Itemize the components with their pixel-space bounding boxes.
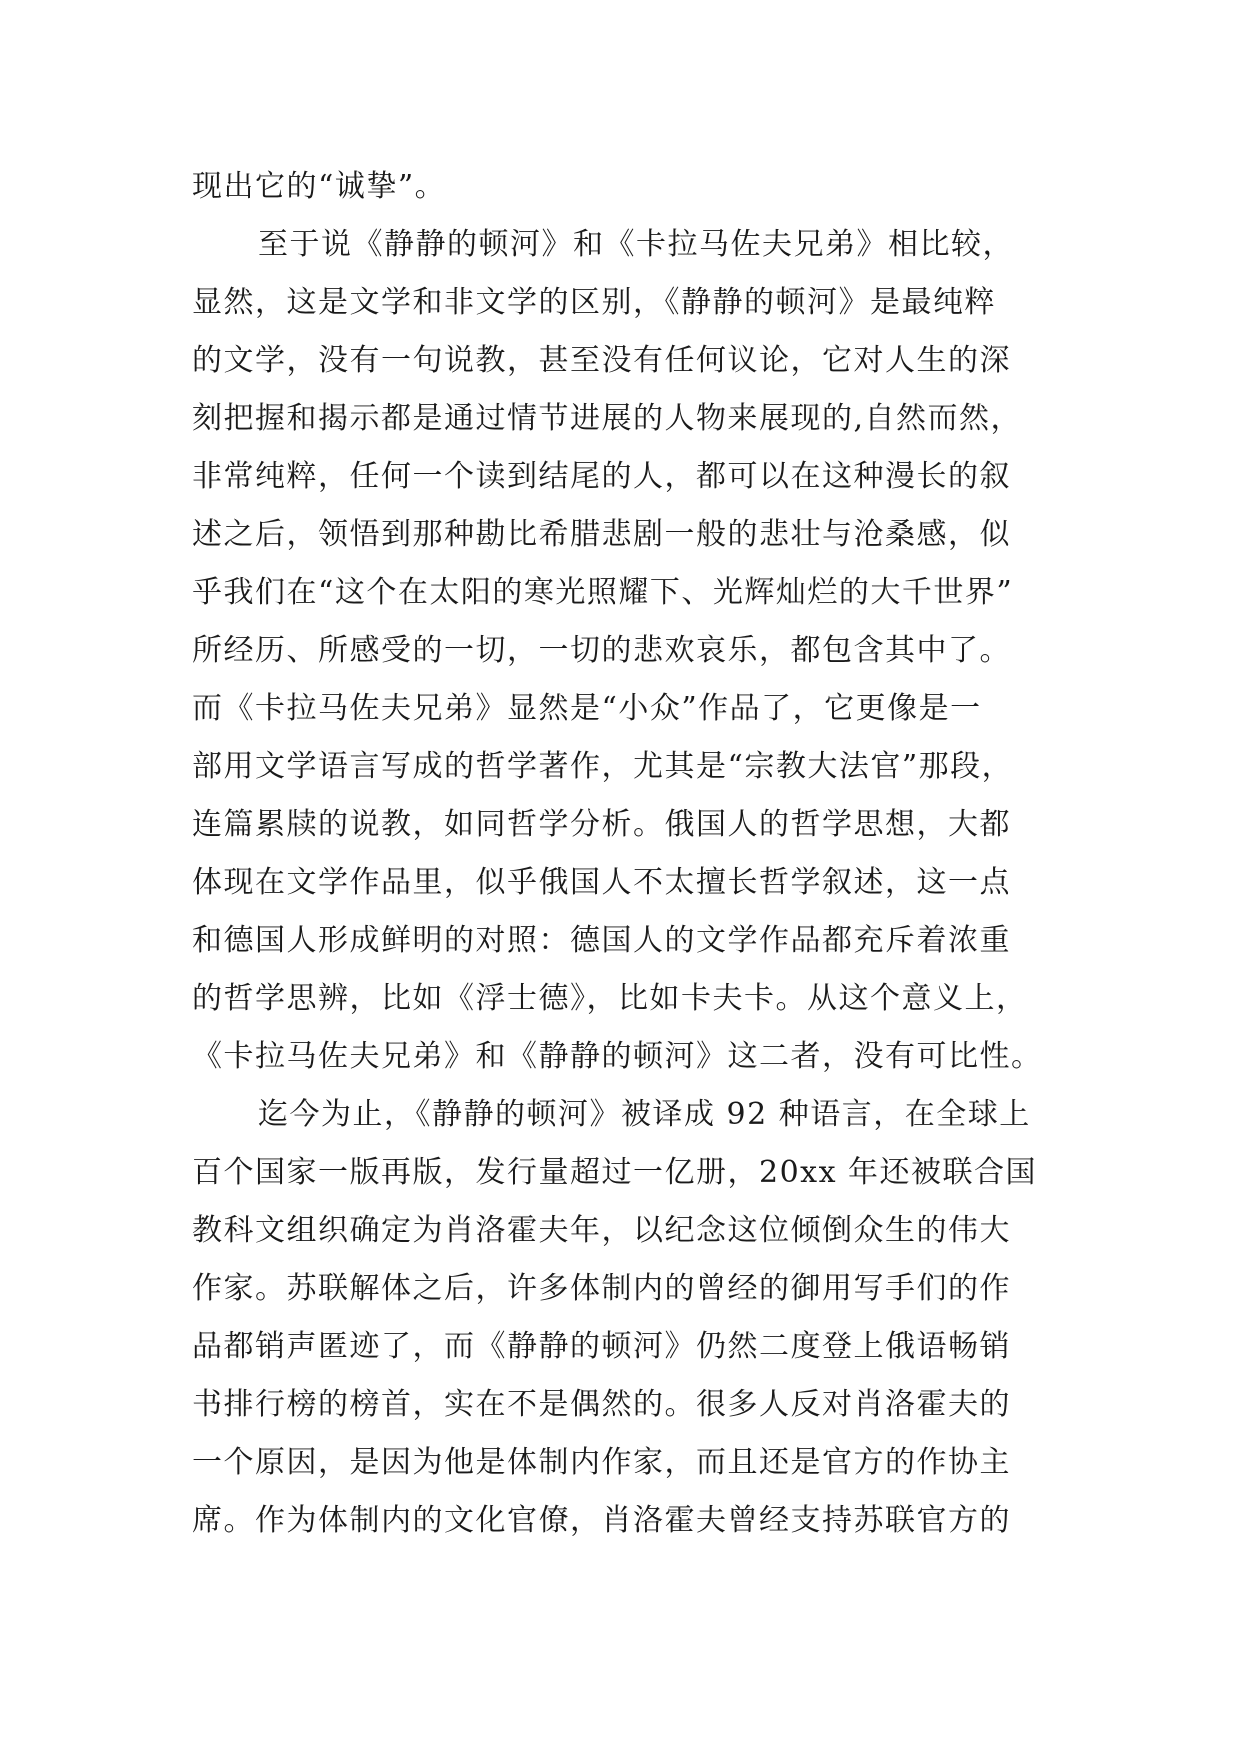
text-line: 至于说《静静的顿河》和《卡拉马佐夫兄弟》相比较， <box>258 227 1014 262</box>
text-line: 一个原因，是因为他是体制内作家，而且还是官方的作协主 <box>192 1445 1011 1480</box>
text-line: 百个国家一版再版，发行量超过一亿册，20xx 年还被联合国 <box>192 1155 1038 1190</box>
text-line: 连篇累牍的说教，如同哲学分析。俄国人的哲学思想，大都 <box>192 807 1011 842</box>
text-line: 非常纯粹，任何一个读到结尾的人，都可以在这种漫长的叙 <box>192 459 1011 494</box>
text-line: 的哲学思辨，比如《浮士德》，比如卡夫卡。从这个意义上， <box>192 981 1028 1016</box>
text-line: 席。作为体制内的文化官僚，肖洛霍夫曾经支持苏联官方的 <box>192 1503 1011 1538</box>
text-line: 显然，这是文学和非文学的区别，《静静的顿河》是最纯粹 <box>192 285 996 320</box>
text-line: 教科文组织确定为肖洛霍夫年，以纪念这位倾倒众生的伟大 <box>192 1213 1011 1248</box>
text-line: 书排行榜的榜首，实在不是偶然的。很多人反对肖洛霍夫的 <box>192 1387 1011 1422</box>
text-line: 迄今为止，《静静的顿河》被译成 92 种语言，在全球上 <box>258 1097 1031 1132</box>
text-line: 现出它的“诚挚”。 <box>192 169 447 204</box>
body-text <box>192 158 1072 1550</box>
text-line: 所经历、所感受的一切，一切的悲欢哀乐，都包含其中了。 <box>192 633 1011 668</box>
text-line: 述之后，领悟到那种勘比希腊悲剧一般的悲壮与沧桑感，似 <box>192 517 1011 552</box>
text-line: 刻把握和揭示都是通过情节进展的人物来展现的,自然而然， <box>192 401 1023 436</box>
text-line: 作家。苏联解体之后，许多体制内的曾经的御用写手们的作 <box>192 1271 1011 1306</box>
text-line: 而《卡拉马佐夫兄弟》显然是“小众”作品了，它更像是一 <box>192 691 982 726</box>
text-line: 品都销声匿迹了，而《静静的顿河》仍然二度登上俄语畅销 <box>192 1329 1011 1364</box>
text-line: 部用文学语言写成的哲学著作，尤其是“宗教大法官”那段， <box>192 749 1014 784</box>
text-line: 乎我们在“这个在太阳的寒光照耀下、光辉灿烂的大千世界” <box>192 575 1014 610</box>
text-line: 的文学，没有一句说教，甚至没有任何议论，它对人生的深 <box>192 343 1011 378</box>
text-line: 和德国人形成鲜明的对照：德国人的文学作品都充斥着浓重 <box>192 923 1011 958</box>
text-line: 《卡拉马佐夫兄弟》和《静静的顿河》这二者，没有可比性。 <box>192 1039 1043 1074</box>
text-line: 体现在文学作品里，似乎俄国人不太擅长哲学叙述，这一点 <box>192 865 1011 900</box>
